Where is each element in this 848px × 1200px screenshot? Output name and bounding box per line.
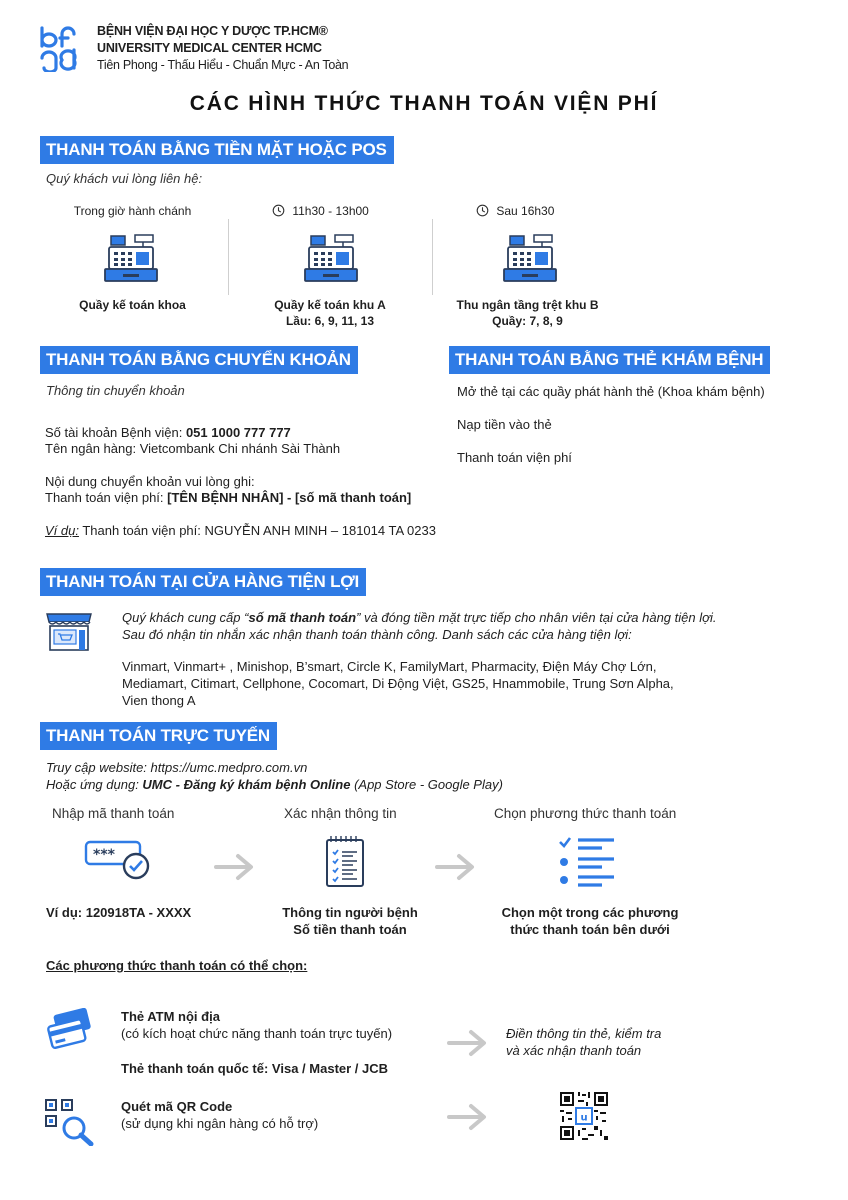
hospital-name-en: UNIVERSITY MEDICAL CENTER HCMC	[97, 41, 322, 55]
qr-note: (sử dụng khi ngân hàng có hỗ trợ)	[121, 1116, 319, 1131]
page-title: CÁC HÌNH THỨC THANH TOÁN VIỆN PHÍ	[189, 92, 659, 115]
cash-register-icon	[303, 233, 359, 285]
transfer-account	[45, 425, 291, 440]
card-result-line1: Điền thông tin thẻ, kiểm tra	[506, 1026, 662, 1041]
cash-label-2: Quầy kế toán khu A	[274, 298, 386, 312]
hospital-logo	[38, 24, 90, 72]
transfer-info-label: Thông tin chuyển khoản	[46, 383, 185, 398]
transfer-account-label: Số tài khoản Bệnh viện:	[45, 425, 183, 440]
arrow-right-icon	[435, 852, 477, 882]
cash-intro: Quý khách vui lòng liên hệ:	[46, 171, 203, 186]
arrow-right-icon	[214, 852, 256, 882]
cash-label-2-floors: Lầu: 6, 9, 11, 13	[285, 314, 375, 328]
atm-card-note: (có kích hoạt chức năng thanh toán trực tuyến)	[121, 1026, 393, 1041]
online-website	[46, 760, 307, 775]
transfer-example-label: Ví dụ:	[45, 523, 79, 538]
cash-time-2-text: 11h30 - 13h00	[292, 204, 369, 218]
store-list-line1: Vinmart, Vinmart+ , Minishop, B’smart, Circle K, FamilyMart, Pharmacity, Điện Máy Chợ Lớn,	[122, 659, 657, 674]
card-step-3: Thanh toán viện phí	[457, 450, 572, 465]
transfer-account-number: 051 1000 777 777	[185, 425, 291, 440]
qr-title: Quét mã QR Code	[121, 1099, 233, 1114]
transfer-content-prefix: Thanh toán viện phí:	[45, 490, 164, 505]
cash-time-3-text: Sau 16h30	[496, 204, 555, 218]
transfer-example	[45, 523, 436, 538]
column-divider	[228, 219, 229, 295]
transfer-content	[45, 490, 411, 505]
online-app-label: Hoặc ứng dụng:	[46, 777, 143, 792]
store-icon	[45, 612, 93, 652]
store-description-line2: Sau đó nhận tin nhắn xác nhận thanh toán thành công. Danh sách các cửa hàng tiện lợi:	[122, 627, 632, 642]
card-step-1: Mở thẻ tại các quầy phát hành thẻ (Khoa khám bệnh)	[457, 384, 765, 399]
store-list-line3: Vien thong A	[122, 693, 196, 708]
online-app-stores: (App Store - Google Play)	[350, 777, 503, 792]
online-website-link[interactable]: https://umc.medpro.com.vn	[150, 760, 308, 775]
online-app-name: UMC - Đăng ký khám bệnh Online	[142, 777, 351, 792]
section-heading-cash: THANH TOÁN BẰNG TIỀN MẶT HOẶC POS	[40, 136, 394, 164]
step-3-title: Chọn phương thức thanh toán	[494, 806, 677, 821]
cash-register-icon	[103, 233, 159, 285]
svg-text:***: ***	[93, 847, 115, 863]
card-result-line2: và xác nhận thanh toán	[506, 1043, 642, 1058]
step-3-caption-2: thức thanh toán bên dưới	[510, 922, 670, 937]
cash-register-icon	[502, 233, 558, 285]
step-3-caption-1: Chọn một trong các phương	[501, 905, 679, 920]
arrow-right-icon	[447, 1102, 489, 1132]
store-desc-bold: số mã thanh toán	[248, 610, 357, 625]
intl-card-title: Thẻ thanh toán quốc tế: Visa / Master / JCB	[121, 1061, 389, 1076]
transfer-example-text: Thanh toán viện phí: NGUYỄN ANH MINH – 181014 TA 0233	[82, 523, 436, 538]
online-app	[46, 777, 503, 792]
section-heading-store: THANH TOÁN TẠI CỬA HÀNG TIỆN LỢI	[40, 568, 366, 596]
step-2-caption-2: Số tiền thanh toán	[293, 922, 407, 937]
section-heading-online: THANH TOÁN TRỰC TUYẾN	[40, 722, 277, 750]
card-step-2: Nạp tiền vào thẻ	[457, 417, 552, 432]
store-desc-a: Quý khách cung cấp “	[122, 610, 249, 625]
online-website-label: Truy cập website:	[46, 760, 151, 775]
methods-heading	[46, 958, 307, 973]
cash-time-2	[272, 204, 369, 220]
cash-label-1: Quầy kế toán khoa	[79, 298, 186, 312]
transfer-content-value: [TÊN BỆNH NHÂN] - [số mã thanh toán]	[167, 490, 412, 505]
store-description-line1	[122, 610, 716, 625]
section-heading-card: THANH TOÁN BẰNG THẺ KHÁM BỆNH	[449, 346, 770, 374]
hospital-slogan: Tiên Phong - Thấu Hiểu - Chuẩn Mực - An Toàn	[97, 58, 349, 72]
clock-icon	[476, 204, 489, 220]
cash-time-1: Trong giờ hành chánh	[73, 204, 192, 218]
qr-scan-icon	[44, 1098, 94, 1146]
clock-icon	[272, 204, 285, 220]
payment-code-icon	[84, 838, 156, 886]
atm-card-title: Thẻ ATM nội địa	[121, 1009, 220, 1024]
qr-code-image	[558, 1090, 610, 1142]
svg-text:u: u	[580, 1112, 588, 1124]
store-desc-b: ” và đóng tiền mặt trực tiếp cho nhân viên tại cửa hàng tiện lợi.	[356, 610, 717, 625]
transfer-content-label: Nội dung chuyển khoản vui lòng ghi:	[45, 474, 255, 489]
column-divider	[432, 219, 433, 295]
section-heading-transfer: THANH TOÁN BẰNG CHUYỂN KHOẢN	[40, 346, 358, 374]
credit-card-icon	[43, 1008, 95, 1052]
transfer-bank: Tên ngân hàng: Vietcombank Chi nhánh Sài Thành	[45, 441, 341, 456]
cash-label-3-counters: Quầy: 7, 8, 9	[492, 314, 563, 328]
step-1-title: Nhập mã thanh toán	[52, 806, 175, 821]
cash-label-3: Thu ngân tầng trệt khu B	[456, 298, 599, 312]
step-2-caption-1: Thông tin người bệnh	[282, 905, 418, 920]
methods-heading-text: Các phương thức thanh toán có thể chọn:	[46, 958, 308, 973]
step-2-title: Xác nhận thông tin	[284, 806, 397, 821]
cash-time-3	[476, 204, 554, 220]
checklist-document-icon	[323, 834, 367, 888]
list-options-icon	[558, 834, 618, 888]
step-1-caption: Ví dụ: 120918TA - XXXX	[46, 905, 192, 920]
store-list-line2: Mediamart, Citimart, Cellphone, Cocomart, Di Động Việt, GS25, Hnammobile, Trung Sơn Alpha,	[122, 676, 674, 691]
arrow-right-icon	[447, 1028, 489, 1058]
hospital-name-vn: BỆNH VIỆN ĐẠI HỌC Y DƯỢC TP.HCM®	[97, 24, 328, 38]
